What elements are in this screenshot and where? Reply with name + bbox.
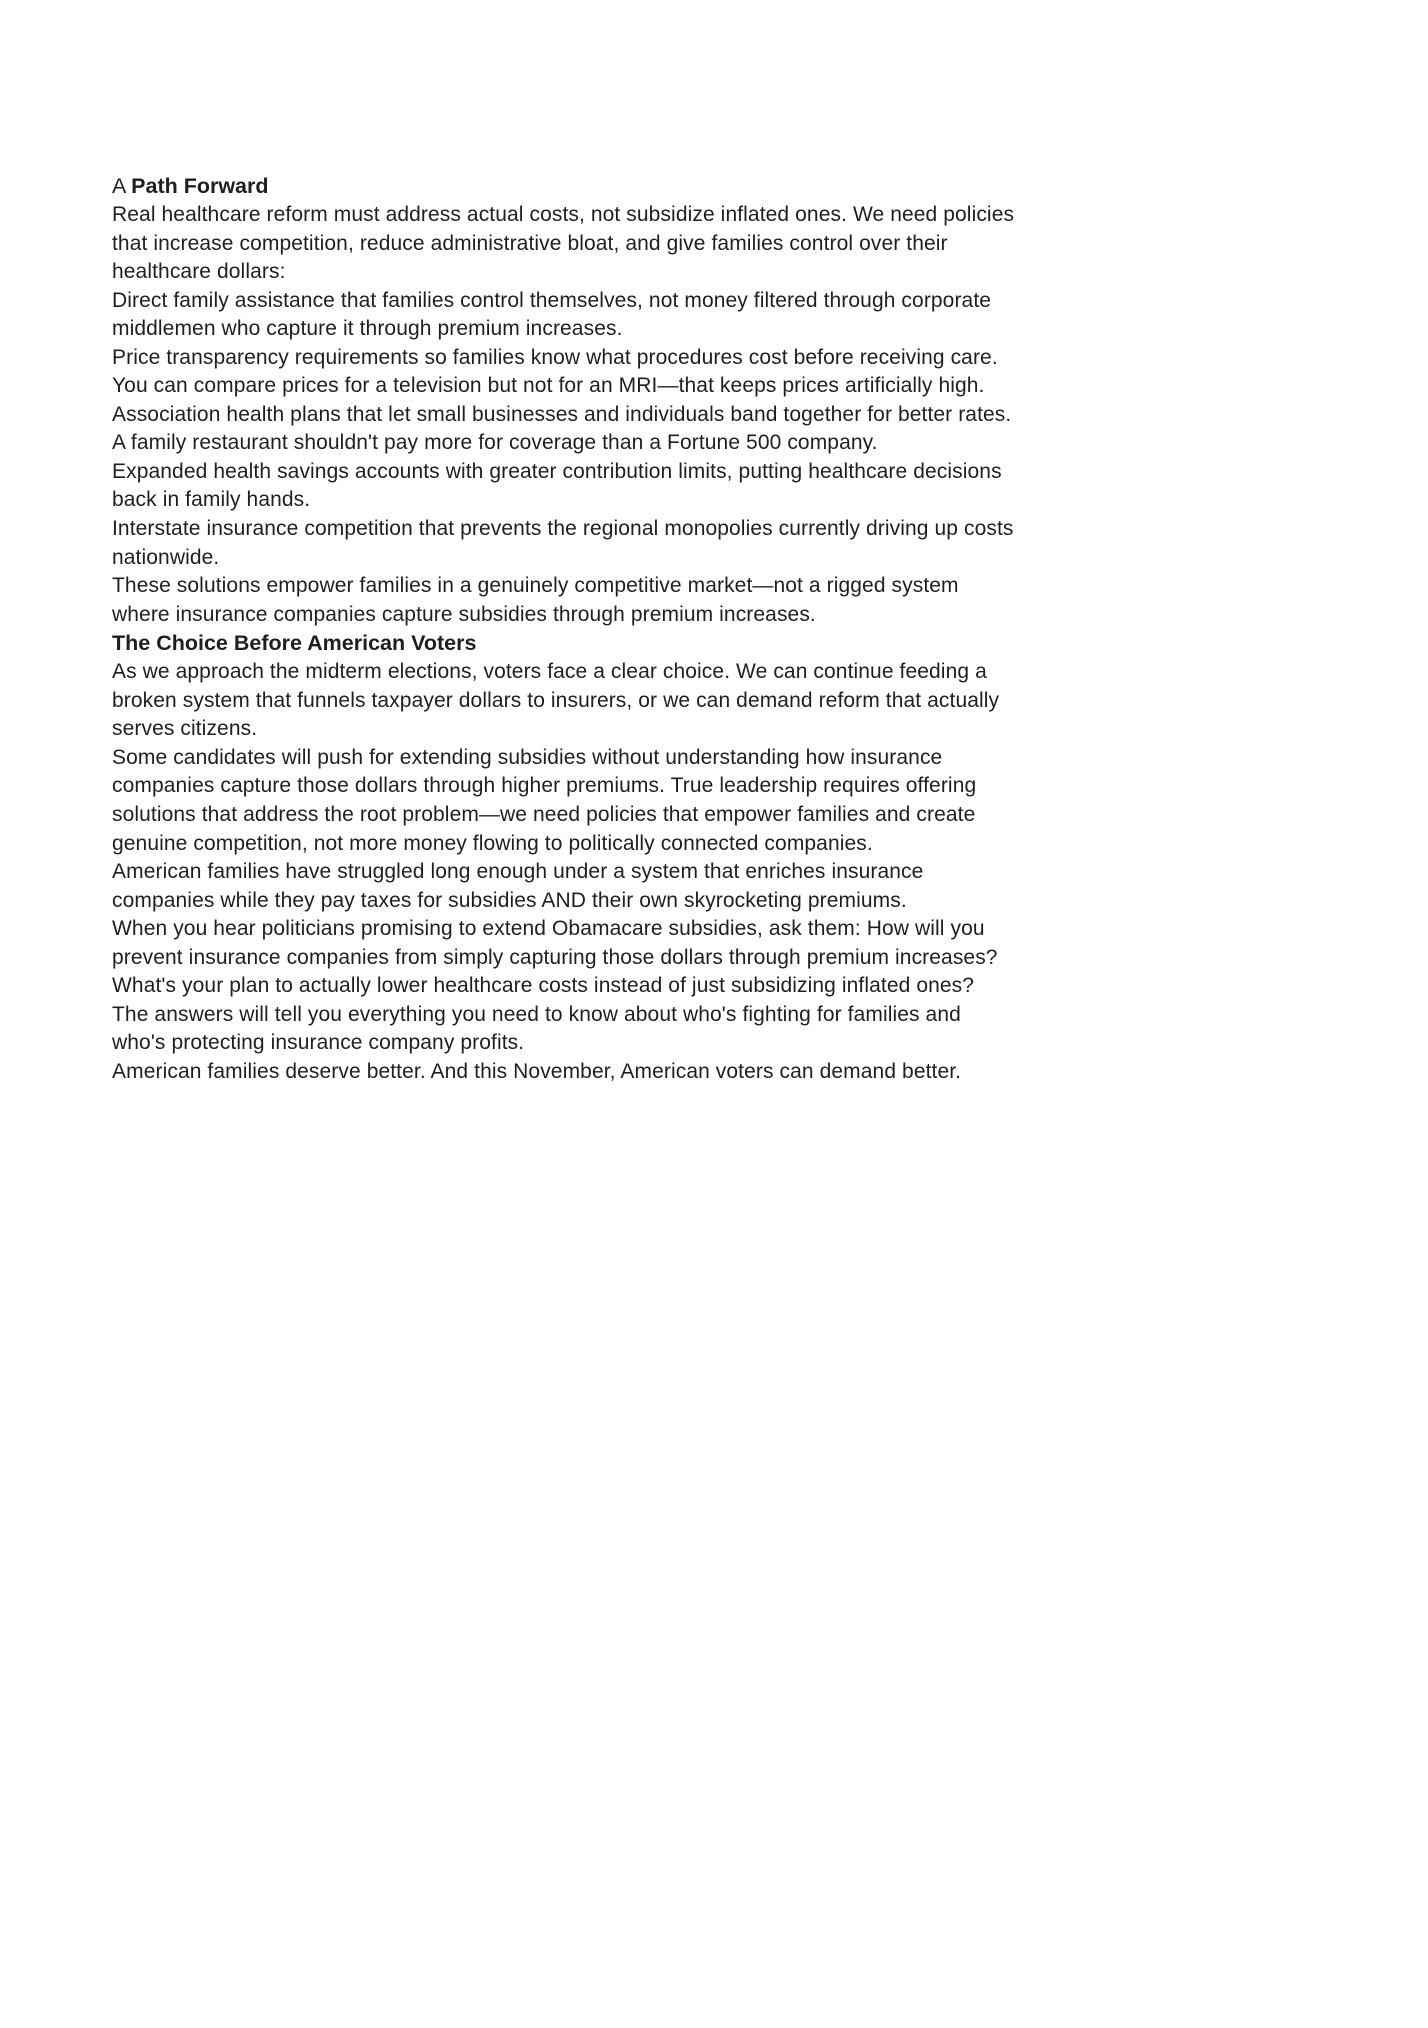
paragraph: As we approach the midterm elections, voters face a clear choice. We can continue feeding a broken system that funnels taxpayer dollars to insurers, or we can demand reform that actually serves citizens. (112, 660, 1000, 741)
paragraph: Some candidates will push for extending subsidies without understanding how insurance companies capture those dollars through higher premiums. True leadership requires offering solutions that address the root problem—we need policies that empower families and create genuine competition, not more money flowing to politically connected companies. (112, 745, 977, 855)
paragraph: Interstate insurance competition that prevents the regional monopolies currently driving up costs nationwide. (112, 517, 1014, 569)
heading-prefix: A (112, 174, 132, 198)
paragraph: American families have struggled long enough under a system that enriches insurance companies while they pay taxes for subsidies AND their own skyrocketing premiums. (112, 860, 924, 912)
paragraph: The answers will tell you everything you need to know about who's fighting for families and who's protecting insurance company profits. (112, 1002, 961, 1055)
heading-bold-text: The Choice Before American Voters (112, 631, 477, 656)
paragraph: Direct family assistance that families control themselves, not money filtered through corporate middlemen who capture it through premium increases. (112, 288, 992, 341)
section-heading-path-forward (112, 172, 1020, 201)
paragraph: Real healthcare reform must address actual costs, not subsidize inflated ones. We need policies that increase competition, reduce administrative bloat, and give families control over their healthcare dollars: (112, 203, 1015, 284)
paragraph: These solutions empower families in a genuinely competitive market—not a rigged system where insurance companies capture subsidies through premium increases. (112, 574, 959, 626)
paragraph: American families deserve better. And this November, American voters can demand better. (112, 1059, 962, 1083)
section-heading-choice-before-voters (112, 629, 1020, 658)
paragraph: Expanded health savings accounts with greater contribution limits, putting healthcare decisions back in family hands. (112, 459, 1002, 512)
paragraph: Association health plans that let small businesses and individuals band together for better rates. A family restaurant shouldn't pay more for coverage than a Fortune 500 company. (112, 402, 1012, 455)
heading-bold-text: Path Forward (131, 174, 269, 198)
document-content (112, 172, 1020, 1086)
paragraph: Price transparency requirements so families know what procedures cost before receiving care. You can compare prices for a television but not for an MRI—that keeps prices artificially high. (112, 345, 998, 398)
paragraph: When you hear politicians promising to extend Obamacare subsidies, ask them: How will you prevent insurance companies from simply capturing those dollars through premium increases? What's your plan to actually lower healthcare costs instead of just subsidizing inflated ones? (112, 917, 998, 998)
